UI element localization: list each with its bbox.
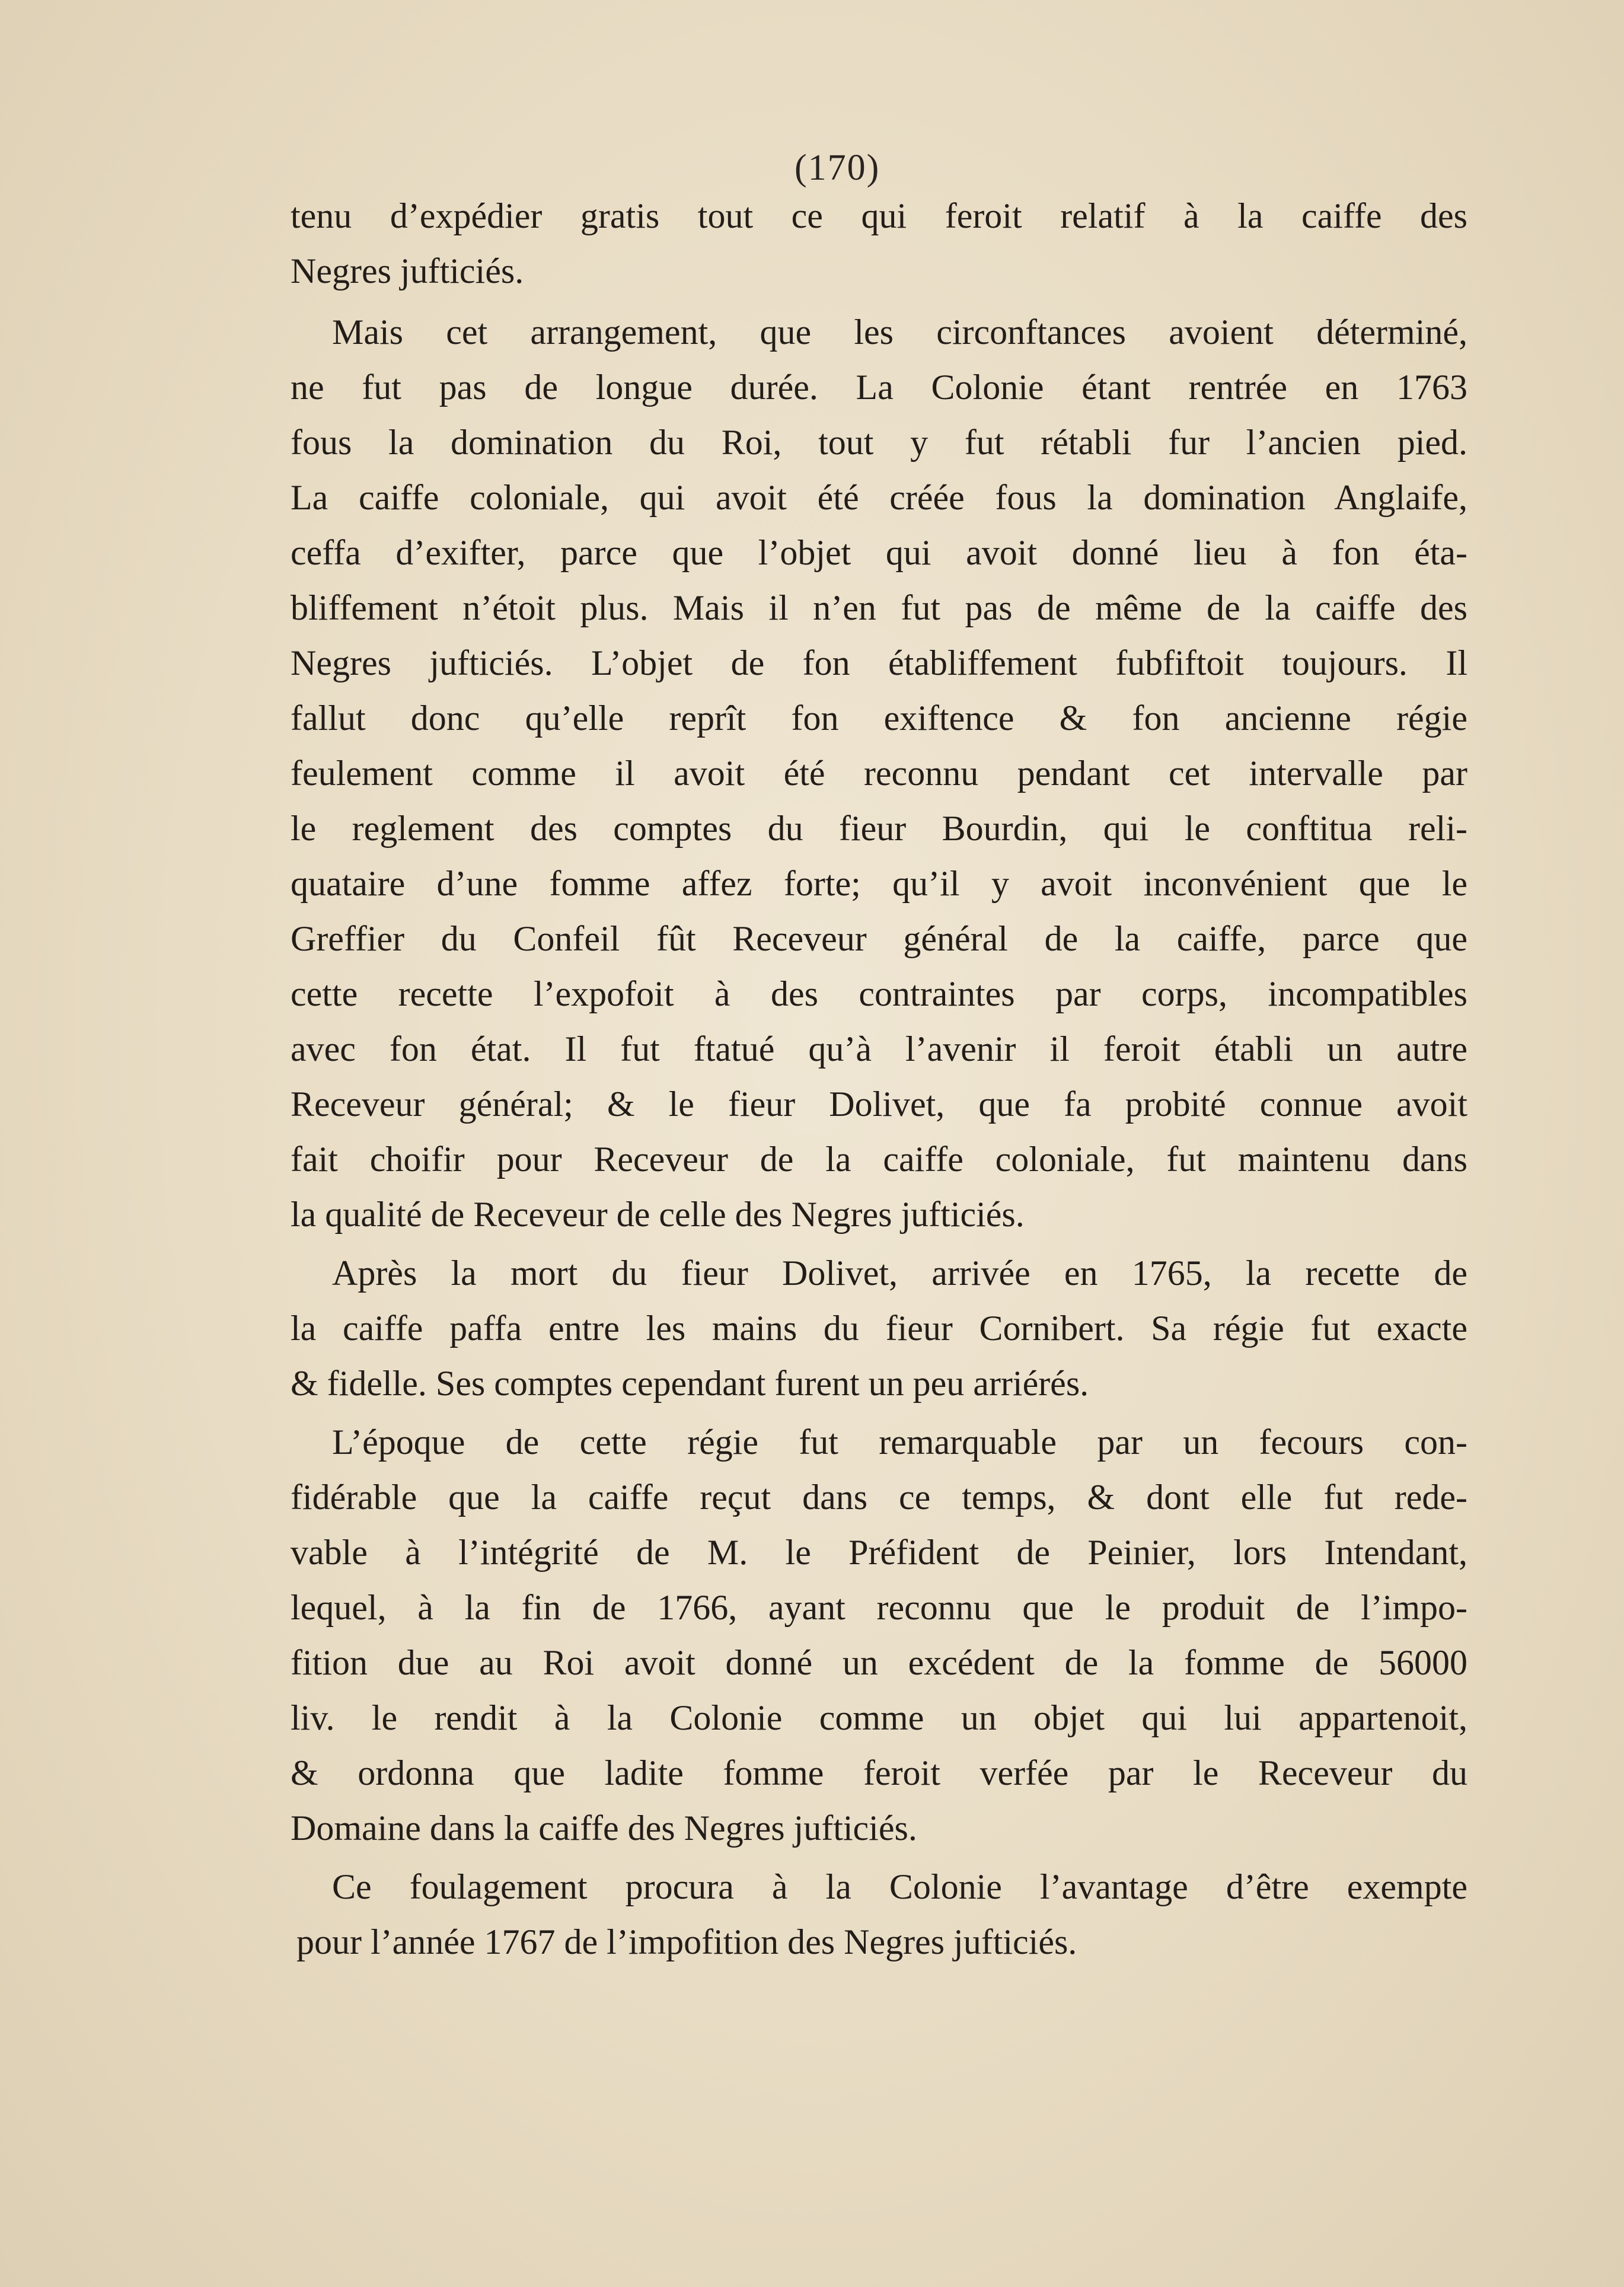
text-line: fallut donc qu’elle reprît fon exiftence & fon ancienne régie: [291, 698, 1467, 738]
text-line: & fidelle. Ses comptes cependant furent un peu arriérés.: [291, 1364, 1089, 1403]
text-line: lequel, à la fin de 1766, ayant reconnu que le produit de l’impo-: [291, 1588, 1467, 1627]
text-line: Negres jufticiés.: [291, 251, 524, 291]
text-line: la caiffe paffa entre les mains du fieur Cornibert. Sa régie fut exacte: [291, 1309, 1467, 1348]
text-line: la qualité de Receveur de celle des Negres jufticiés.: [291, 1195, 1025, 1234]
text-line: ceffa d’exifter, parce que l’objet qui avoit donné lieu à fon éta-: [291, 533, 1467, 572]
text-line: Domaine dans la caiffe des Negres jufticiés.: [291, 1808, 917, 1848]
text-line: ne fut pas de longue durée. La Colonie étant rentrée en 1763: [291, 368, 1467, 407]
text-line: bliffement n’étoit plus. Mais il n’en fut pas de même de la caiffe des: [291, 588, 1467, 627]
text-line: Après la mort du fieur Dolivet, arrivée en 1765, la recette de: [332, 1253, 1467, 1293]
text-line: L’époque de cette régie fut remarquable par un fecours con-: [332, 1422, 1467, 1462]
text-line: pour l’année 1767 de l’impofition des Negres jufticiés.: [296, 1922, 1077, 1961]
text-line: vable à l’intégrité de M. le Préfident de Peinier, lors Intendant,: [291, 1533, 1467, 1572]
text-line: Negres jufticiés. L’objet de fon établiffement fubfiftoit toujours. Il: [291, 643, 1467, 682]
text-line: fition due au Roi avoit donné un excédent de la fomme de 56000: [291, 1643, 1467, 1682]
text-line: cette recette l’expofoit à des contraintes par corps, incompatibles: [291, 974, 1467, 1013]
text-line: & ordonna que ladite fomme feroit verfée par le Receveur du: [291, 1753, 1467, 1792]
paragraph-arrangement: [291, 305, 1467, 1242]
paragraph-epoque: [291, 1415, 1467, 1856]
body-text: [291, 189, 1467, 1970]
text-line: Ce foulagement procura à la Colonie l’avantage d’être exempte: [332, 1867, 1467, 1906]
text-line: Greffier du Confeil fût Receveur général de la caiffe, parce que: [291, 919, 1467, 958]
text-line: fait choifir pour Receveur de la caiffe coloniale, fut maintenu dans: [291, 1140, 1467, 1179]
text-line: liv. le rendit à la Colonie comme un objet qui lui appartenoit,: [291, 1698, 1467, 1737]
text-line: Receveur général; & le fieur Dolivet, que fa probité connue avoit: [291, 1085, 1467, 1124]
text-line: tenu d’expédier gratis tout ce qui feroit relatif à la caiffe des: [291, 196, 1467, 235]
page-number: (170): [795, 148, 880, 188]
text-line: fidérable que la caiffe reçut dans ce temps, & dont elle fut rede-: [291, 1478, 1467, 1517]
text-line: avec fon état. Il fut ftatué qu’à l’avenir il feroit établi un autre: [291, 1029, 1467, 1068]
text-line: quataire d’une fomme affez forte; qu’il y avoit inconvénient que le: [291, 864, 1467, 903]
text-line: feulement comme il avoit été reconnu pendant cet intervalle par: [291, 754, 1467, 793]
paragraph-dolivet: [291, 1246, 1467, 1411]
paragraph-soulagement: [291, 1859, 1467, 1970]
text-line: fous la domination du Roi, tout y fut rétabli fur l’ancien pied.: [291, 423, 1467, 462]
text-line: le reglement des comptes du fieur Bourdin, qui le conftitua reli-: [291, 809, 1467, 848]
text-line: La caiffe coloniale, qui avoit été créée fous la domination Anglaife,: [291, 478, 1467, 517]
text-line: Mais cet arrangement, que les circonftances avoient déterminé,: [332, 312, 1467, 352]
paragraph-continuation: [291, 189, 1467, 299]
